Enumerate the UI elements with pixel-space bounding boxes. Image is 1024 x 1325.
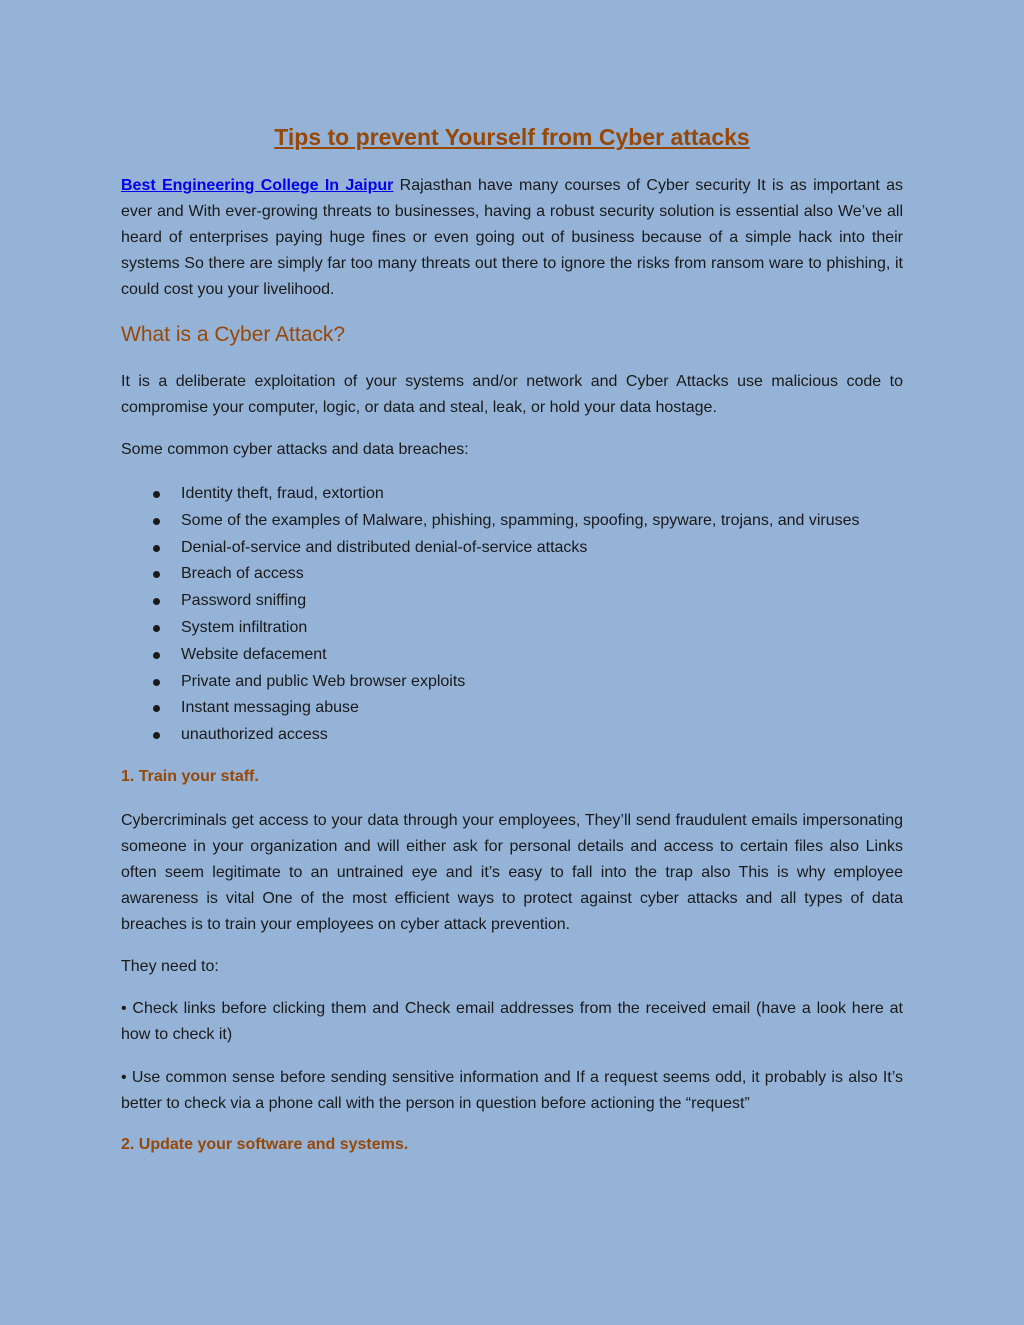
list-item: Identity theft, fraud, extortion	[121, 481, 903, 508]
tip1-point-common-sense: • Use common sense before sending sensitive information and If a request seems odd, it probably is also It’s better to check via a phone call with the person in question before actioning the “request”	[121, 1069, 903, 1112]
list-item: Breach of access	[121, 561, 903, 588]
list-intro: Some common cyber attacks and data breaches:	[121, 441, 469, 458]
intro-paragraph	[121, 173, 903, 303]
list-item: Password sniffing	[121, 588, 903, 615]
attack-list	[121, 481, 903, 749]
bullet-icon	[153, 705, 160, 712]
bullet-icon	[153, 679, 160, 686]
list-item: Some of the examples of Malware, phishing, spamming, spoofing, spyware, trojans, and viruses	[121, 508, 903, 535]
list-item: System infiltration	[121, 615, 903, 642]
tip1-heading: 1. Train your staff.	[121, 768, 259, 785]
section-heading-cyber-attack: What is a Cyber Attack?	[121, 323, 346, 346]
they-need-to: They need to:	[121, 958, 219, 975]
list-item: Denial-of-service and distributed denial-of-service attacks	[121, 535, 903, 562]
bullet-icon	[153, 491, 160, 498]
list-item: Website defacement	[121, 642, 903, 669]
bullet-icon	[153, 652, 160, 659]
bullet-icon	[153, 518, 160, 525]
bullet-icon	[153, 598, 160, 605]
list-item: Instant messaging abuse	[121, 695, 903, 722]
bullet-icon	[153, 732, 160, 739]
page-title: Tips to prevent Yourself from Cyber attacks	[274, 124, 750, 150]
cyber-attack-definition: It is a deliberate exploitation of your systems and/or network and Cyber Attacks use malicious code to compromise your computer, logic, or data and steal, leak, or hold your data hostage.	[121, 373, 903, 416]
bullet-icon	[153, 545, 160, 552]
list-item: unauthorized access	[121, 722, 903, 749]
intro-text: Rajasthan have many courses of Cyber security It is as important as ever and With ever-growing threats to businesses, having a robust security solution is essential also We’ve all heard of enterprises paying huge fines or even going out of business because of a simple hack into their systems So there are simply far too many threats out there to ignore the risks from ransom ware to phishing, it could cost you your livelihood.	[121, 177, 903, 298]
tip2-heading: 2. Update your software and systems.	[121, 1136, 409, 1153]
tip1-point-check-links: • Check links before clicking them and Check email addresses from the received email (have a look here at how to check it)	[121, 1000, 903, 1043]
bullet-icon	[153, 625, 160, 632]
list-item: Private and public Web browser exploits	[121, 669, 903, 696]
tip1-paragraph: Cybercriminals get access to your data through your employees, They’ll send fraudulent emails impersonating someone in your organization and will either ask for personal details and access to certain files also Links often seem legitimate to an untrained eye and it’s easy to fall into the trap also This is why employee awareness is vital One of the most efficient ways to protect against cyber attacks and all types of data breaches is to train your employees on cyber attack prevention.	[121, 812, 903, 933]
bullet-icon	[153, 571, 160, 578]
college-link[interactable]: Best Engineering College In Jaipur	[121, 177, 394, 194]
